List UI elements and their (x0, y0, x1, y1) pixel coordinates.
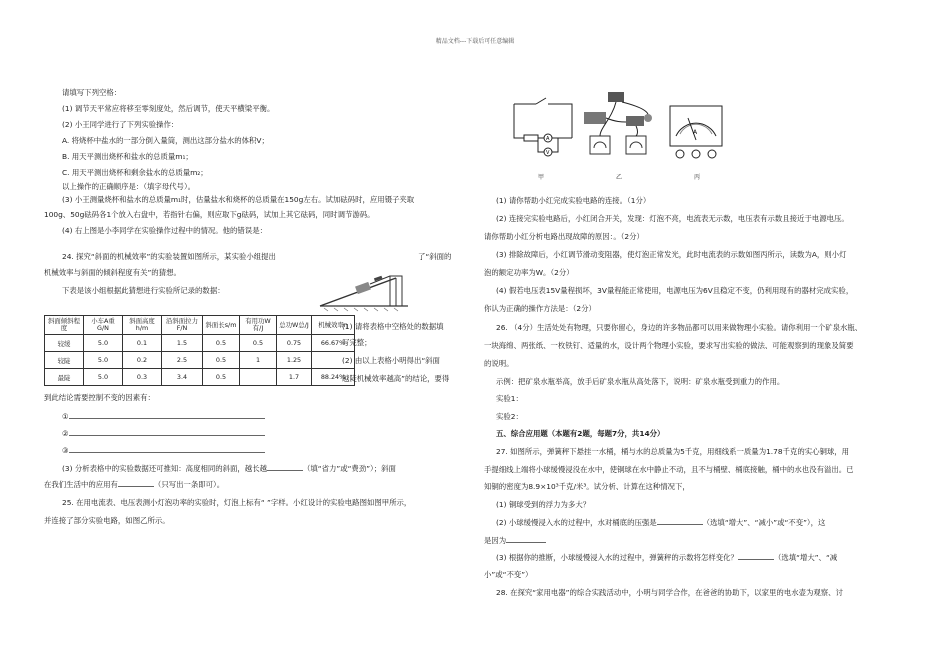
text-line: (4) 假若电压表15V量程损坏，3V量程能正常使用，电源电压为6V且稳定不变，仍利用现有的器材完成实验， (496, 286, 854, 295)
table-row (45, 352, 355, 369)
blank-line-1[interactable] (62, 411, 265, 422)
blank-marker: ② (62, 429, 69, 438)
table-cell: 5.0 (84, 352, 123, 369)
text-line: (2) 由以上表格小明得出“斜面 (342, 356, 440, 365)
text-segment: 是因为 (484, 536, 507, 545)
blank[interactable] (118, 479, 154, 487)
text-line: (1) 请你帮助小红完成实验电路的连接。（1分） (496, 196, 651, 205)
table-cell: 1.25 (277, 352, 312, 369)
table-cell: 较陡 (45, 352, 84, 369)
text-line (44, 479, 224, 490)
section-heading: 五、综合应用题（本题有2题，每题7分，共14分） (496, 429, 665, 438)
text-line: 以上操作的正确顺序是：（填字母代号）。 (62, 182, 196, 191)
blank[interactable] (69, 428, 265, 436)
table-header-cell: 斜面长s/m (203, 316, 240, 335)
text-segment: （选填“增大”、“减 (773, 553, 838, 562)
text-segment: （填“省力”或“费劲”）；斜面 (302, 464, 396, 473)
table-row (45, 335, 355, 352)
table-cell: 2.5 (162, 352, 203, 369)
text-line: 越陡机械效率越高”的结论，要得 (342, 374, 450, 383)
text-segment: 在我们生活中的应用有 (44, 480, 118, 489)
table-header-row (45, 316, 355, 335)
table-cell: 较缓 (45, 335, 84, 352)
text-line: 了“斜面的 (418, 252, 452, 261)
table-header-cell: 小车A重G/N (84, 316, 123, 335)
text-line: (1) 请将表格中空格处的数据填 (342, 322, 444, 331)
blank-marker: ① (62, 412, 69, 421)
physical-circuit-figure (582, 88, 660, 162)
incline-data-table (44, 315, 355, 386)
incline-figure (318, 262, 410, 312)
table-cell: 88.24% (312, 369, 355, 386)
text-line: C. 用天平测出烧杯和剩余盐水的总质量m₂； (62, 168, 208, 177)
text-line: 实验2： (496, 412, 523, 421)
table-header-cell: 沿斜面拉力F/N (162, 316, 203, 335)
table-header-cell: 机械效率η (312, 316, 355, 335)
text-line: 到此结论需要控制不变的因素有： (44, 393, 155, 402)
text-line: 实验1： (496, 394, 523, 403)
table-cell: 1.7 (277, 369, 312, 386)
text-line: (4) 右上图是小李同学在实验操作过程中的情况。他的错误是： (62, 226, 267, 235)
text-line: 知铜的密度为8.9×10³千克/米³。试分析、计算在这种情况下， (484, 482, 690, 491)
text-line: 请填写下列空格： (62, 88, 122, 97)
blank[interactable] (69, 445, 265, 453)
blank[interactable] (267, 463, 303, 471)
svg-text:V: V (546, 150, 550, 156)
text-line: 写完整； (342, 338, 372, 347)
text-line: 请你帮助小红分析电路出现故障的原因：。（2分） (484, 232, 644, 241)
text-line: (2) 小王同学进行了下列实验操作： (62, 120, 179, 129)
text-line: 小”或“不变”） (484, 570, 533, 579)
blank[interactable] (738, 552, 774, 560)
table-row (45, 369, 355, 386)
text-line: 一块海绵、两张纸、一枚铁钉、适量的水，设计两个物理小实验，要求写出实验的做法、可能观察到的现象及简要 (484, 341, 854, 350)
table-cell: 0.5 (203, 335, 240, 352)
text-segment: (2) 小球缓慢浸入水的过程中，水对桶底的压强是 (496, 518, 657, 527)
text-line: 100g、50g砝码各1个放入右盘中，若指针右偏，则应取下g砝码，试加上其它砝码，同时调节游码。 (44, 210, 375, 219)
table-cell: 66.67% (312, 335, 355, 352)
blank-line-3[interactable] (62, 445, 265, 456)
table-header-cell: 斜面倾斜程度 (45, 316, 84, 335)
figure-label: 丙 (694, 174, 701, 181)
table-cell: 0.75 (277, 335, 312, 352)
text-segment: (3) 根据你的推断，小球缓慢浸入水的过程中，弹簧秤的示数将怎样变化？ (496, 553, 738, 562)
question-24: 24. 探究“斜面的机械效率”的实验装置如图所示，某实验小组提出 (62, 252, 276, 261)
text-line: 机械效率与斜面的倾斜程度有关”的猜想。 (44, 268, 181, 277)
text-line: (2) 连接完实验电路后，小红闭合开关，发现：灯泡不亮，电流表无示数，电压表有示数且接近于电源电压。 (496, 214, 849, 223)
page-header: 精品文档---下载后可任意编辑 (435, 38, 515, 45)
text-line: 泡的额定功率为W。（2分） (484, 268, 574, 277)
figure-label: 乙 (616, 174, 623, 181)
text-line (496, 552, 837, 563)
text-segment: （选填“增大”、“减小”或“不变”），这 (702, 518, 826, 527)
text-line: 并连接了部分实验电路，如图乙所示。 (44, 516, 170, 525)
question-25: 25. 在用电流表、电压表测小灯泡功率的实验时，灯泡上标有“ ”字样。小红设计的实验电路图如图甲所示， (62, 498, 412, 507)
text-line: A. 将烧杯中盐水的一部分倒入量筒，测出这部分盐水的体积V； (62, 136, 269, 145)
circuit-diagram-figure (508, 88, 580, 158)
table-cell: 0.2 (123, 352, 162, 369)
table-cell: 0.5 (203, 352, 240, 369)
svg-text:A: A (546, 136, 550, 142)
table-cell: 5.0 (84, 335, 123, 352)
blank[interactable] (69, 411, 265, 419)
blank[interactable] (506, 535, 546, 543)
text-line: (3) 排除故障后，小红调节滑动变阻器，使灯泡正常发光，此时电流表的示数如图丙所示，读数为A，则小灯 (496, 250, 847, 259)
ammeter-dial-figure (668, 104, 724, 162)
figure-label: 甲 (538, 174, 545, 181)
table-cell: 0.5 (203, 369, 240, 386)
table-cell: 1 (240, 352, 277, 369)
text-line: (1) 铜球受到的浮力为多大？ (496, 500, 591, 509)
question-27: 27. 如图所示，弹簧秤下悬挂一水桶，桶与水的总质量为5千克，用细线系一质量为1.78千克的实心铜球，用 (496, 447, 850, 456)
text-line (484, 535, 546, 546)
text-line: (3) 小王测量烧杯和盐水的总质量m₁时，估量盐水和烧杯的总质量在150g左右。试加砝码时，应用镊子夹取 (62, 195, 415, 204)
table-header-cell: 有用功W有/J (240, 316, 277, 335)
text-segment: （只写出一条即可）。 (153, 480, 225, 489)
table-cell: 最陡 (45, 369, 84, 386)
table-cell (240, 369, 277, 386)
text-line: 的说明。 (484, 359, 514, 368)
question-28: 28. 在探究“家用电器”的综合实践活动中，小明与同学合作，在爸爸的协助下，以家里的电水壶为观察、讨 (496, 588, 843, 597)
text-line (496, 517, 825, 528)
table-cell: 0.1 (123, 335, 162, 352)
text-line: 示例：把矿泉水瓶举高，放手后矿泉水瓶从高处落下，说明：矿泉水瓶受到重力的作用。 (496, 377, 785, 386)
blank[interactable] (657, 517, 703, 525)
question-26: 26. （4分）生活处处有物理，只要你留心，身边的许多物品都可以用来做物理小实验。请你利用一个矿泉水瓶、 (496, 323, 863, 332)
text-line: 下表是该小组根据此猜想进行实验所记录的数据： (62, 286, 225, 295)
text-line: 你认为正确的操作方法是：（2分） (484, 304, 596, 313)
text-line (62, 463, 396, 474)
table-header-cell: 斜面高度h/m (123, 316, 162, 335)
table-cell: 0.5 (240, 335, 277, 352)
table-cell: 1.5 (162, 335, 203, 352)
table-cell: 0.3 (123, 369, 162, 386)
svg-text:A: A (693, 129, 698, 136)
blank-marker: ③ (62, 446, 69, 455)
text-line: 手提细线上端将小球缓慢浸没在水中，使铜球在水中静止不动，且不与桶壁、桶底接触，桶中的水也没有溢出。已 (484, 465, 854, 474)
table-header-cell: 总功W总/J (277, 316, 312, 335)
text-line: (1) 调节天平常应将移至零刻度处，然后调节，使天平横梁平衡。 (62, 104, 275, 113)
table-cell: 5.0 (84, 369, 123, 386)
text-line: B. 用天平测出烧杯和盐水的总质量m₁； (62, 152, 193, 161)
text-segment: (3) 分析表格中的实验数据还可推知：高度相同的斜面，越长越 (62, 464, 267, 473)
blank-line-2[interactable] (62, 428, 265, 439)
table-cell: 3.4 (162, 369, 203, 386)
